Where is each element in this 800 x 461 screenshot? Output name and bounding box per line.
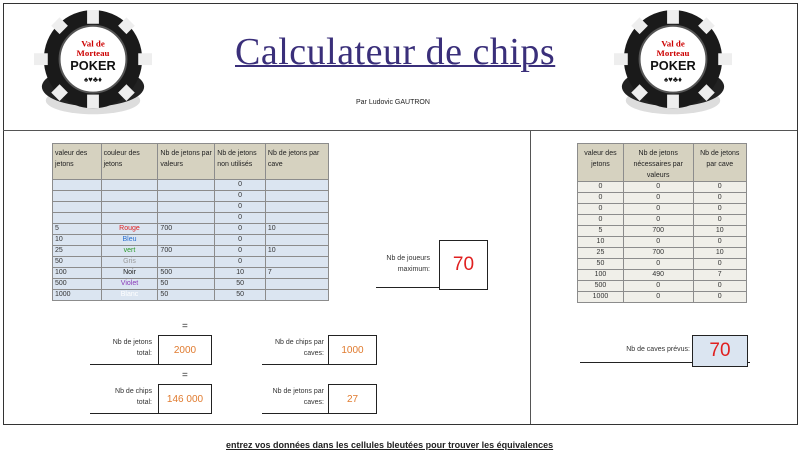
footer-instruction: entrez vos données dans les cellules bleutées pour trouver les équivalences — [226, 440, 554, 450]
nb-jetons-par-cave-value: 27 — [328, 384, 377, 414]
cell-valeur: 1000 — [578, 292, 624, 303]
header-nb-jetons: Nb de jetons par valeurs — [158, 144, 215, 180]
nb-chips-total-value: 146 000 — [158, 384, 212, 414]
table-row — [53, 268, 329, 279]
logo-text-2: Morteau — [76, 48, 110, 59]
cell-necessaires: 0 — [623, 292, 693, 303]
cell-nb-jetons[interactable] — [158, 235, 215, 246]
chip-values-table — [52, 143, 329, 301]
cell-valeur: 50 — [578, 259, 624, 270]
cell-non-utilises: 0 — [215, 246, 266, 257]
cell-valeur: 0 — [578, 204, 624, 215]
cell-par-cave: 0 — [693, 182, 747, 193]
nb-caves-label: Nb de caves prévus: — [626, 346, 690, 353]
cell-couleur[interactable] — [101, 191, 158, 202]
cell-par-cave[interactable] — [265, 213, 328, 224]
cell-couleur[interactable]: Violet — [101, 279, 158, 290]
cell-non-utilises: 0 — [215, 224, 266, 235]
cell-necessaires: 490 — [623, 270, 693, 281]
table-row — [578, 226, 747, 237]
equals-sign: = — [182, 370, 188, 381]
header-non-utilises: Nb de jetons non utilisés — [215, 144, 266, 180]
table-row — [53, 235, 329, 246]
cell-necessaires: 0 — [623, 204, 693, 215]
table-row — [578, 281, 747, 292]
cell-couleur[interactable]: vert — [101, 246, 158, 257]
cell-par-cave: 10 — [693, 226, 747, 237]
logo-text-1: Val de — [81, 38, 105, 49]
cell-nb-jetons[interactable] — [158, 257, 215, 268]
table-row — [53, 246, 329, 257]
table-row — [578, 292, 747, 303]
nb-chips-par-cave-value: 1000 — [328, 335, 377, 365]
logo-text-1: Val de — [661, 38, 685, 49]
equals-sign: = — [182, 321, 188, 332]
cell-par-cave: 0 — [693, 215, 747, 226]
cell-nb-jetons[interactable]: 50 — [158, 279, 215, 290]
cell-couleur[interactable]: Noir — [101, 268, 158, 279]
cell-couleur[interactable]: Rouge — [101, 224, 158, 235]
cell-valeur: 100 — [578, 270, 624, 281]
table-row — [578, 215, 747, 226]
cell-non-utilises: 0 — [215, 257, 266, 268]
cell-par-cave[interactable] — [265, 235, 328, 246]
author-credit: Par Ludovic GAUTRON — [356, 99, 430, 106]
cell-valeur[interactable] — [53, 213, 102, 224]
header-par-cave: Nb de jetons par cave — [265, 144, 328, 180]
cell-necessaires: 0 — [623, 237, 693, 248]
table-row — [578, 182, 747, 193]
poker-chip-logo-right — [614, 10, 732, 128]
cell-necessaires: 0 — [623, 193, 693, 204]
cell-necessaires: 0 — [623, 259, 693, 270]
cell-par-cave: 0 — [693, 259, 747, 270]
cell-par-cave[interactable] — [265, 202, 328, 213]
cell-non-utilises: 50 — [215, 290, 266, 301]
cell-non-utilises: 0 — [215, 202, 266, 213]
required-chips-table — [577, 143, 747, 303]
cell-valeur[interactable]: 5 — [53, 224, 102, 235]
cell-valeur: 10 — [578, 237, 624, 248]
cell-valeur[interactable] — [53, 202, 102, 213]
cell-couleur[interactable] — [101, 202, 158, 213]
cell-valeur[interactable] — [53, 180, 102, 191]
table-row — [53, 290, 329, 301]
cell-par-cave[interactable] — [265, 180, 328, 191]
cell-valeur: 5 — [578, 226, 624, 237]
nb-chips-total-label: Nb de chips total: — [115, 388, 152, 406]
cell-par-cave: 0 — [693, 193, 747, 204]
section-divider — [530, 130, 531, 424]
cell-nb-jetons[interactable] — [158, 191, 215, 202]
cell-valeur: 0 — [578, 193, 624, 204]
cell-nb-jetons[interactable]: 700 — [158, 246, 215, 257]
cell-valeur: 25 — [578, 248, 624, 259]
header-valeur: valeur des jetons — [53, 144, 102, 180]
cell-valeur[interactable]: 500 — [53, 279, 102, 290]
table-row — [578, 259, 747, 270]
cell-nb-jetons[interactable]: 700 — [158, 224, 215, 235]
logo-suits: ♠♥♣♦ — [83, 74, 103, 84]
cell-couleur[interactable]: Gris — [101, 257, 158, 268]
cell-par-cave: 10 — [693, 248, 747, 259]
cell-valeur[interactable]: 50 — [53, 257, 102, 268]
poker-chip-logo-left — [34, 10, 152, 128]
cell-nb-jetons[interactable]: 50 — [158, 290, 215, 301]
cell-par-cave[interactable] — [265, 191, 328, 202]
cell-necessaires: 700 — [623, 226, 693, 237]
cell-couleur[interactable]: Blanc — [101, 290, 158, 301]
nb-caves-value[interactable]: 70 — [692, 335, 748, 367]
table-row — [578, 270, 747, 281]
header-par-cave: Nb de jetons par cave — [693, 144, 747, 182]
nb-jetons-total-value: 2000 — [158, 335, 212, 365]
cell-valeur: 0 — [578, 215, 624, 226]
cell-non-utilises: 0 — [215, 180, 266, 191]
cell-nb-jetons[interactable] — [158, 213, 215, 224]
cell-par-cave: 0 — [693, 281, 747, 292]
header-divider — [3, 130, 797, 131]
nb-chips-par-cave-label: Nb de chips par caves: — [274, 339, 324, 357]
cell-valeur[interactable]: 10 — [53, 235, 102, 246]
cell-par-cave: 0 — [693, 204, 747, 215]
nb-joueurs-value[interactable]: 70 — [439, 240, 488, 290]
table-row — [53, 202, 329, 213]
cell-par-cave: 7 — [693, 270, 747, 281]
table-row — [578, 248, 747, 259]
cell-par-cave[interactable]: 10 — [265, 224, 328, 235]
cell-necessaires: 0 — [623, 182, 693, 193]
cell-par-cave[interactable] — [265, 279, 328, 290]
cell-nb-jetons[interactable]: 500 — [158, 268, 215, 279]
cell-non-utilises: 0 — [215, 213, 266, 224]
cell-valeur[interactable]: 25 — [53, 246, 102, 257]
cell-nb-jetons[interactable] — [158, 202, 215, 213]
cell-couleur[interactable] — [101, 180, 158, 191]
cell-non-utilises: 0 — [215, 235, 266, 246]
page-title: Calculateur de chips — [235, 31, 556, 73]
table-row — [53, 257, 329, 268]
cell-par-cave[interactable]: 10 — [265, 246, 328, 257]
cell-valeur[interactable]: 100 — [53, 268, 102, 279]
table-row — [53, 191, 329, 202]
header-necessaires: Nb de jetons nécessaires par valeurs — [623, 144, 693, 182]
table-row — [53, 279, 329, 290]
cell-couleur[interactable] — [101, 213, 158, 224]
header-valeur: valeur des jetons — [578, 144, 624, 182]
logo-text-3: POKER — [650, 57, 696, 73]
cell-par-cave: 0 — [693, 292, 747, 303]
cell-par-cave[interactable]: 7 — [265, 268, 328, 279]
table-row — [53, 180, 329, 191]
cell-necessaires: 700 — [623, 248, 693, 259]
cell-non-utilises: 10 — [215, 268, 266, 279]
cell-par-cave: 0 — [693, 237, 747, 248]
cell-nb-jetons[interactable] — [158, 180, 215, 191]
table-row — [578, 237, 747, 248]
nb-joueurs-label: Nb de joueurs maximum: — [386, 255, 430, 273]
cell-valeur[interactable] — [53, 191, 102, 202]
table-row — [53, 213, 329, 224]
cell-necessaires: 0 — [623, 281, 693, 292]
logo-text-3: POKER — [70, 57, 116, 73]
cell-par-cave[interactable] — [265, 257, 328, 268]
header-couleur: couleur des jetons — [101, 144, 158, 180]
nb-jetons-total-label: Nb de jetons total: — [112, 339, 152, 357]
cell-non-utilises: 0 — [215, 191, 266, 202]
table-row — [578, 193, 747, 204]
cell-couleur[interactable]: Bleu — [101, 235, 158, 246]
logo-text-2: Morteau — [656, 48, 690, 59]
table-row — [53, 224, 329, 235]
cell-valeur: 0 — [578, 182, 624, 193]
cell-par-cave[interactable] — [265, 290, 328, 301]
table-row — [578, 204, 747, 215]
nb-jetons-par-cave-label: Nb de jetons par caves: — [272, 388, 324, 406]
cell-valeur[interactable]: 1000 — [53, 290, 102, 301]
cell-necessaires: 0 — [623, 215, 693, 226]
cell-non-utilises: 50 — [215, 279, 266, 290]
logo-suits: ♠♥♣♦ — [663, 74, 683, 84]
cell-valeur: 500 — [578, 281, 624, 292]
